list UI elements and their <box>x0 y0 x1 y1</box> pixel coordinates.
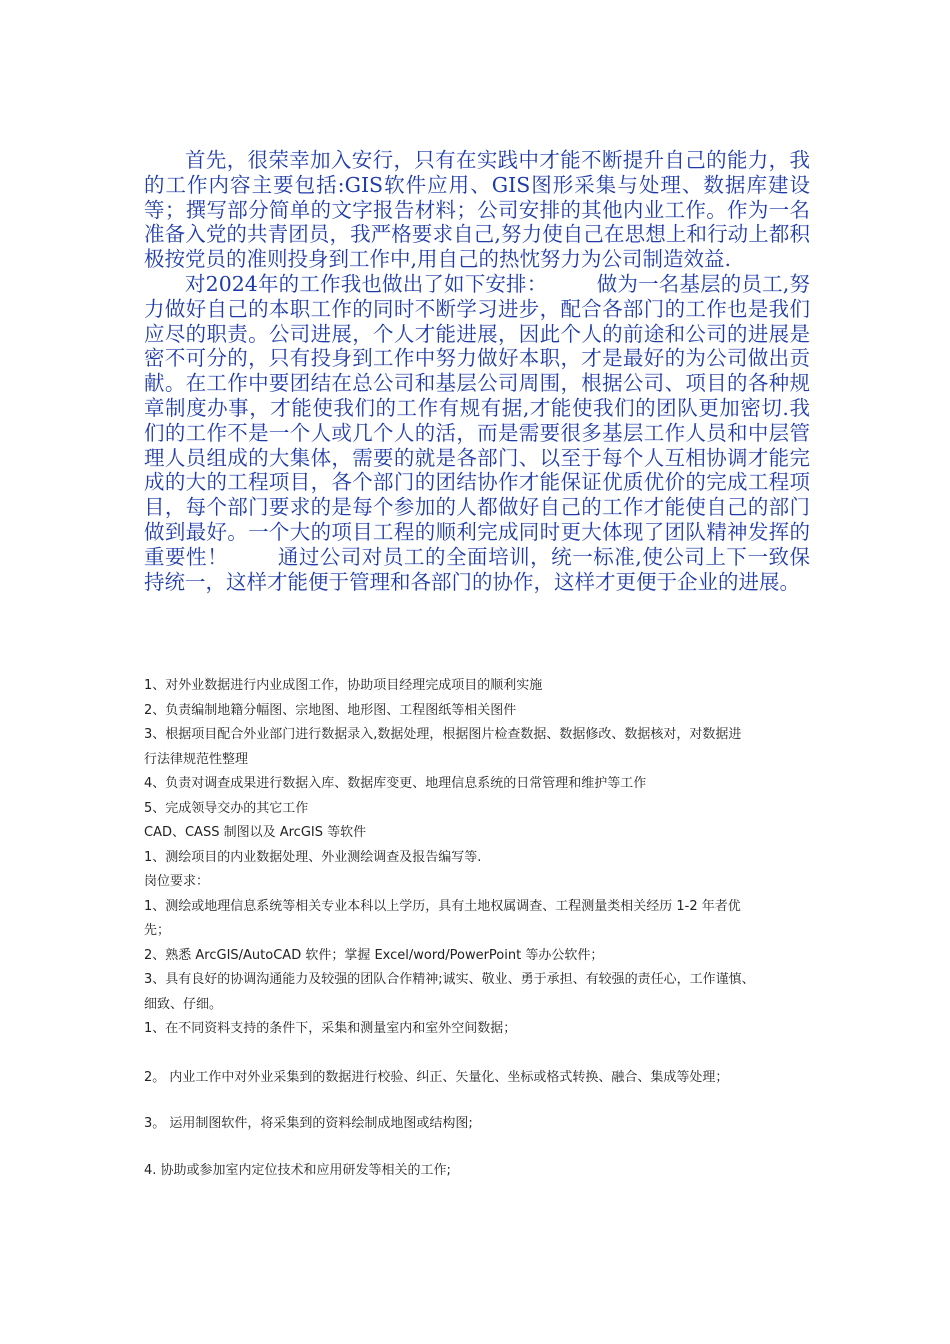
task-3: 3。 运用制图软件，将采集到的资料绘制成地图或结构图; <box>144 1116 473 1131</box>
duty-item-3-line-1: 3、根据项目配合外业部门进行数据录入,数据处理，根据图片检查数据、数据修改、数据核对，对数据进 <box>144 727 742 742</box>
duty-item-5: 5、完成领导交办的其它工作 <box>144 800 309 816</box>
details-section <box>144 674 818 1183</box>
duty-item-1: 1、对外业数据进行内业成图工作，协助项目经理完成项目的顺利实施 <box>144 678 543 693</box>
duty-item-3-line-2: 行法律规范性整理 <box>144 751 249 767</box>
plan-body-text: 做为一名基层的员工,努力做好自己的本职工作的同时不断学习进步，配合各部门的工作也是我们应尽的职责。公司进展，个人才能进展，因此个人的前途和公司的进展是密不可分的，只有投身到工作中努力做好本职，才是最好的为公司做出贡献。在工作中要团结在总公司和基层公司周围，根据公司、项目的各种规章制度办事，才能使我们的工作有规有据,才能使我们的团队更加密切.我们的工作不是一个人或几个人的活，而是需要很多基层工作人员和中层管理人员组成的大集体，需要的就是各部门、以至于每个人互相协调才能完成的大的工程项目，各个部门的团结协作才能保证优质优价的完成工程项目，每个部门要求的是每个参加的人都做好自己的工作才能使自己的部门做到最好。一个大的项目工程的顺利完成同时更大体现了团队精神发挥的重要性！ <box>144 271 810 569</box>
duty-item-2: 2、负责编制地籍分幅图、宗地图、地形图、工程图纸等相关图件 <box>144 702 517 718</box>
requirement-3-line-2: 细致、仔细。 <box>144 996 223 1012</box>
training-text: 通过公司对员工的全面培训，统一标准,使公司上下一致保持统一，这样才能便于管理和各部门的协作，这样才更便于企业的进展。 <box>144 544 811 594</box>
intro-paragraph-1: 首先，很荣幸加入安行，只有在实践中才能不断提升自己的能力，我的工作内容主要包括:GIS软件应用、GIS图形采集与处理、数据库建设等；撰写部分简单的文字报告材料；公司安排的其他内业工作。作为一名准备入党的共青团员，我严格要求自己,努力使自己在思想上和行动上都积极按党员的准则投身到工作中,用自己的热忱努力为公司制造效益. <box>144 148 810 272</box>
requirement-2: 2、熟悉 ArcGIS/AutoCAD 软件；掌握 Excel/word/PowerPoint 等办公软件； <box>144 947 604 963</box>
software-line: CAD、CASS 制图以及 ArcGIS 等软件 <box>144 825 367 840</box>
task-1: 1、在不同资料支持的条件下，采集和测量室内和室外空间数据； <box>144 1021 517 1036</box>
intro-paragraph-2 <box>144 272 810 594</box>
requirement-1-line-1: 1、测绘或地理信息系统等相关专业本科以上学历，具有土地权属调查、工程测量类相关经历 1-2 年者优 <box>144 898 741 914</box>
plan-lead-text: 对2024年的工作我也做出了如下安排： <box>185 271 548 296</box>
requirement-3-line-1: 3、具有良好的协调沟通能力及较强的团队合作精神;诚实、敬业、勇于承担、有较强的责任心，工作谨慎、 <box>144 972 755 987</box>
task-4: 4. 协助或参加室内定位技术和应用研发等相关的工作; <box>144 1162 451 1178</box>
intro-section <box>144 148 810 594</box>
requirement-1-line-2: 先； <box>144 923 171 938</box>
duty-item-4: 4、负责对调查成果进行数据入库、数据库变更、地理信息系统的日常管理和维护等工作 <box>144 776 647 791</box>
requirements-heading: 岗位要求： <box>144 874 210 889</box>
survey-line: 1、测绘项目的内业数据处理、外业测绘调查及报告编写等. <box>144 849 482 865</box>
task-2: 2。 内业工作中对外业采集到的数据进行校验、纠正、矢量化、坐标或格式转换、融合、集成等处理； <box>144 1069 729 1085</box>
